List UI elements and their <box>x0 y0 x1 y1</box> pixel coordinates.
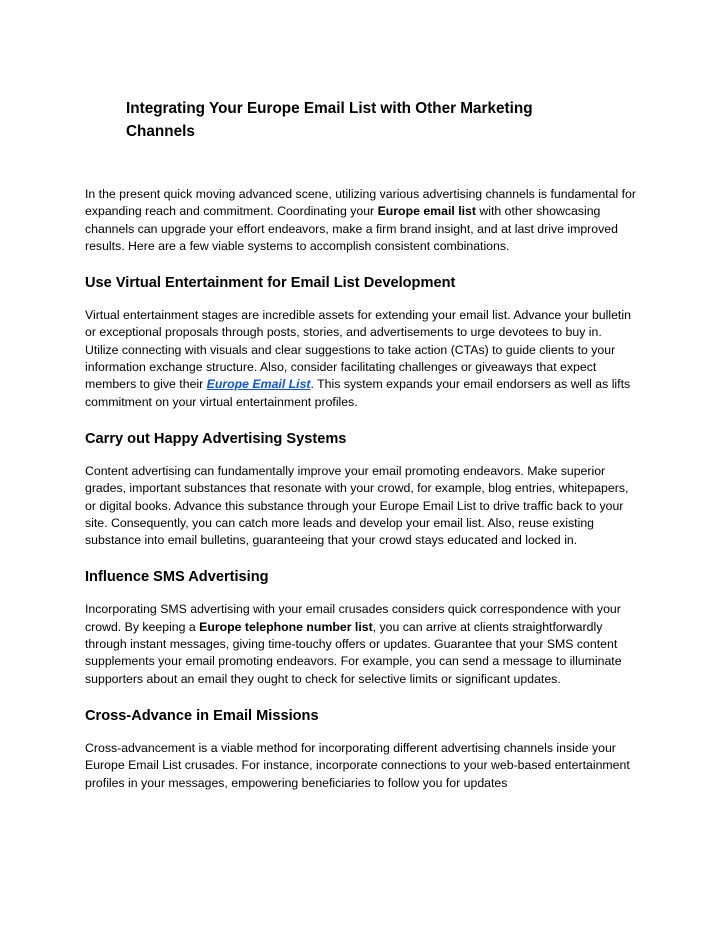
section-paragraph-cross: Cross-advancement is a viable method for incorporating different advertising channels inside your Europe Email List crusades. For instance, incorporate connections to your web-based entertainment profiles in your messages, empowering beneficiaries to follow you for updates <box>85 740 630 790</box>
intro-bold-phrase: Europe email list <box>377 204 476 219</box>
social-text-end: . This system expands your email endorsers as well as lifts commitment on your virtual entertainment profiles. <box>85 377 631 409</box>
intro-paragraph <box>85 186 638 255</box>
intro-text-start: In the present quick moving advanced scene, utilizing various advertising channels is fundamental for expanding reach and commitment. Coordinating your <box>85 187 636 219</box>
sms-bold-phrase: Europe telephone number list <box>199 619 373 634</box>
section-paragraph-content: Content advertising can fundamentally improve your email promoting endeavors. Make superior grades, important substances that resonate with your crowd, for example, blog entries, whitepapers, or digital books. Advance this substance through your Europe Email List to drive traffic back to your site. Consequently, you can catch more leads and develop your email list. Also, reuse existing substance into email bulletins, guaranteeing that your crowd stays educated and locked in. <box>85 463 629 548</box>
section-heading-cross: Cross-Advance in Email Missions <box>85 707 319 724</box>
section-heading-social: Use Virtual Entertainment for Email List Development <box>85 275 456 292</box>
document-body <box>85 186 638 792</box>
social-text-start: Virtual entertainment stages are incredible assets for extending your email list. Advance your bulletin or exceptional proposals through posts, stories, and advertisements to urge devotees to buy in. Utilize connecting with visuals and clear suggestions to take action (CTAs) to guide clients to your information exchange structure. Also, consider facilitating challenges or giveaways that expect members to give their <box>85 308 631 392</box>
section-heading-content: Carry out Happy Advertising Systems <box>85 430 347 447</box>
intro-text-end: with other showcasing channels can upgrade your effort endeavors, make a firm brand insight, and at last drive improved results. Here are a few viable systems to accomplish consistent combinations. <box>85 204 618 253</box>
section-paragraph-social <box>85 307 638 411</box>
section-heading-sms: Influence SMS Advertising <box>85 569 269 586</box>
section-paragraph-sms <box>85 601 638 687</box>
sms-text-start: Incorporating SMS advertising with your email crusades considers quick correspondence with your crowd. By keeping a <box>85 602 621 634</box>
sms-text-end: , you can arrive at clients straightforwardly through instant messages, giving time-touchy offers or updates. Guarantee that your SMS content supplements your email promoting endeavors. For example, you can send a message to illuminate supporters about an email they ought to check for selective limits or significant updates. <box>85 619 622 686</box>
document-title: Integrating Your Europe Email List with Other Marketing Channels <box>126 100 533 140</box>
europe-email-list-link[interactable]: Europe Email List <box>206 377 311 392</box>
